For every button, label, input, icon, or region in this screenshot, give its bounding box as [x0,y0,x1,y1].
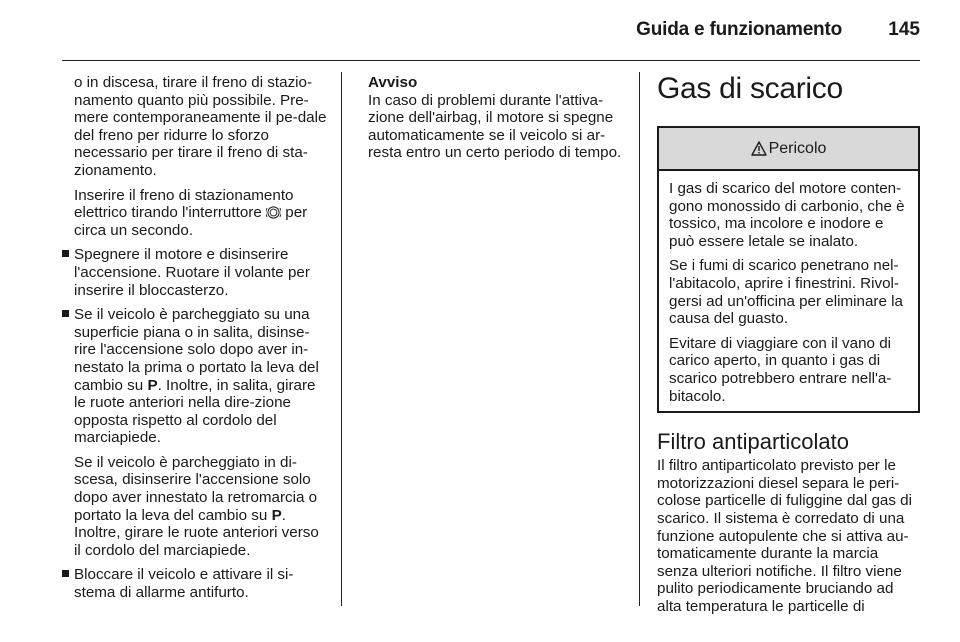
danger-header [659,128,918,171]
danger-paragraph: Se i fumi di scarico penetrano nel-l'abitacolo, aprire i finestrini. Rivol-gersi ad un'officina per eliminare la causa del guasto. [669,257,903,328]
gear-position-label: P [271,506,282,524]
instruction-list [62,246,328,601]
sub-text: . Inoltre, girare le ruote anteriori verso il cordolo del marciapiede. [74,506,319,559]
list-item [62,566,328,601]
sub-text: Se il veicolo è parcheggiato in di-scesa, disinserire l'accensione solo dopo aver innestato la retromarcia o portato la leva del cambio su [74,453,318,524]
brake-text-after: per circa un secondo. [74,204,308,239]
danger-paragraph: I gas di scarico del motore conten-gono monossido di carbonio, che è tossico, ma incolore e inodore e può essere letale se inalato. [669,180,905,250]
brake-text-before: Inserire il freno di stazionamento elettrico tirando l'interruttore [74,186,294,222]
page-header [0,0,960,60]
list-item [62,306,328,559]
column-left [62,74,328,609]
subsection-heading: Filtro antiparticolato [657,429,849,455]
electric-brake-paragraph [62,187,328,240]
column-right [657,72,920,615]
danger-box [657,126,920,413]
bullet-square [62,250,69,257]
page-number: 145 [888,19,920,40]
notice-text: In caso di problemi durante l'attiva-zione dell'airbag, il motore si spegne automaticamente se il veicolo si ar-resta entro un certo periodo di tempo. [368,91,622,162]
warning-triangle-icon [751,141,767,156]
section-title: Guida e funzionamento [636,19,842,40]
list-item-text: Bloccare il veicolo e attivare il si-stema di allarme antifurto. [74,566,294,602]
danger-label: Pericolo [768,139,827,157]
body-paragraph: Il filtro antiparticolato previsto per le motorizzazioni diesel separa le peri-colose particelle di fuliggine dal gas di scarico. Il sistema è corredato di una funzione autopulente che si attiva au-tomaticamente durante la marcia senza ulteriori notifiche. Il filtro viene pulito periodicamente bruciando ad alta temperatura le particelle di [657,457,912,615]
column-divider-2 [639,72,640,606]
parking-brake-icon [266,206,281,219]
list-item-subparagraph [74,454,328,560]
header-rule [62,60,920,61]
list-item [62,246,328,299]
list-item-text: Spegnere il motore e disinserire l'accensione. Ruotare il volante per inserire il bloccasterzo. [74,246,310,299]
section-heading: Gas di scarico [657,72,843,105]
danger-paragraph: Evitare di viaggiare con il vano di carico aperto, in quanto i gas di scarico potrebbero entrare nell'a-bitacolo. [669,334,892,405]
gear-position-label: P [147,376,158,394]
list-item-text: . Inoltre, in salita, girare le ruote anteriori nella dire-zione opposta rispetto al cordolo del marciapiede. [74,376,316,447]
continued-paragraph: o in discesa, tirare il freno di stazio-namento quanto più possibile. Pre-mere contemporaneamente il pe-dale del freno per ridurre lo sforzo necessario per tirare il freno di sta-zionamento. [74,74,327,179]
bullet-square [62,570,69,577]
bullet-square [62,310,69,317]
notice-title: Avviso [368,74,418,91]
column-middle [368,74,626,162]
danger-body [659,171,918,411]
column-divider-1 [341,72,342,606]
list-item-text: Se il veicolo è parcheggiato su una superficie piana o in salita, disinse-rire l'accensione solo dopo aver in-nestato la prima o portato la leva del cambio su [74,306,319,394]
